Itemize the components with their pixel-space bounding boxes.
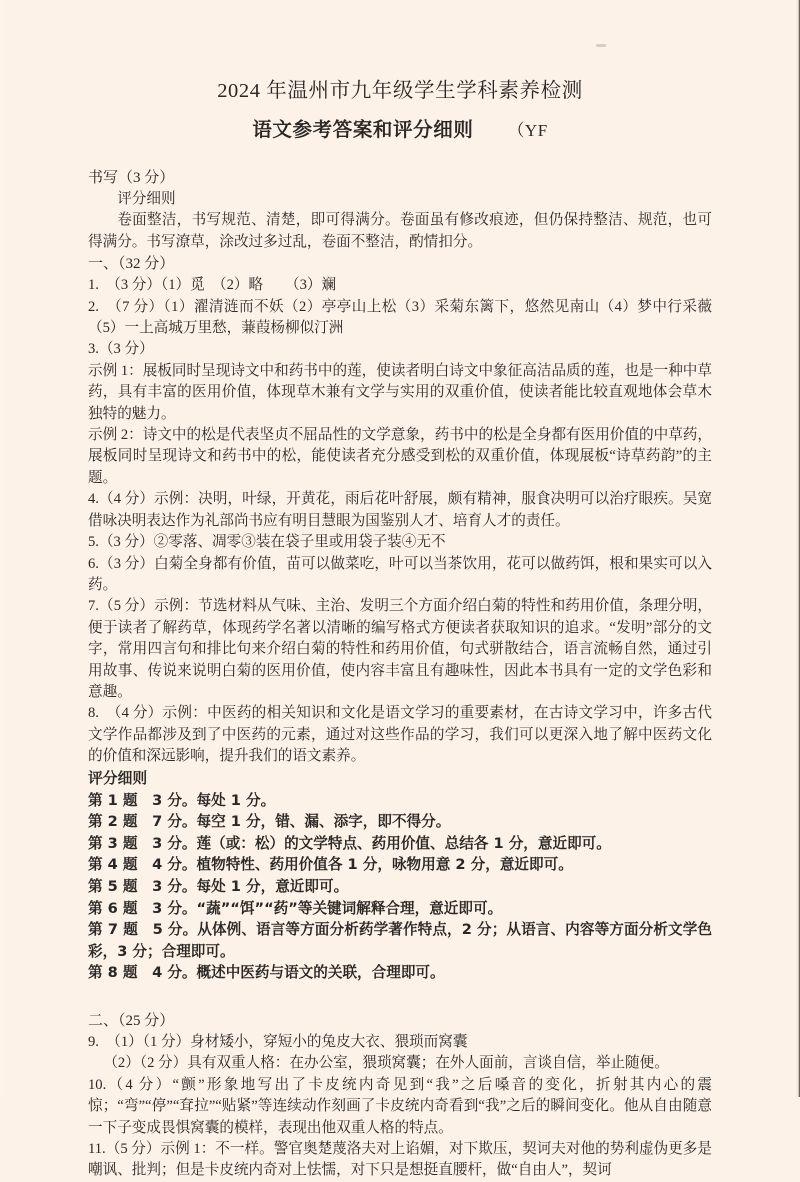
answer-item-9: 9. （1）（1 分）身材矮小，穿短小的兔皮大衣、猥琐而窝囊: [88, 1033, 468, 1050]
rubric-item-6: 第 6 题 3 分。“蔬”“饵”“药”等关键词解释合理，意近即可。: [88, 899, 503, 917]
answer-item-8: 8. （4 分）示例：中医药的相关知识和文化是语文学习的重要素材，在古诗文学习中，许多古代文学作品都涉及到了中医药的元素，通过对这些作品的学习，我们可以更深入地了解中医药文化的价值和深远影响，提升我们的语文素养。: [88, 705, 712, 765]
answer-item-10: 10.（4 分）“颤”形象地写出了卡皮统内奇见到“我”之后嗓音的变化，折射其内心的震惊；“弯”“停”“耷拉”“贴紧”等连续动作刻画了卡皮统内奇看到“我”之后的瞬间变化。他从自由随意一下子变成畏惧窝囊的模样，表现出他双重人格的特点。: [88, 1076, 712, 1136]
answer-item-9-2: （2）（2 分）具有双重人格：在办公室，猥琐窝囊；在外人面前，言谈自信，举止随便。: [103, 1055, 669, 1072]
document-subtitle-row: [88, 114, 712, 142]
document-subtitle-tail: （YF: [507, 121, 548, 140]
answer-item-11: 11.（5 分）示例 1：不一样。警官奥楚蔑洛夫对上谄媚，对下欺压，契诃夫对他的势利虚伪更多是嘲讽、批判；但是卡皮统内奇对上怯懦，对下只是想挺直腰杆，做“自由人”，契诃: [88, 1140, 712, 1179]
answer-item-1: 1. （3 分）（1）觅 （2）略 （3）斓: [88, 277, 337, 294]
rubric-item-5: 第 5 题 3 分。每处 1 分，意近即可。: [88, 877, 349, 895]
document-title: 2024 年温州市九年级学生学科素养检测: [217, 80, 583, 102]
document-content: [88, 0, 712, 1182]
answer-item-3-example-1: 示例 1：展板同时呈现诗文中和药书中的莲，使读者明白诗文中象征高洁品质的莲，也是一种中草药，具有丰富的医用价值，体现草木兼有文学与实用的双重价值，使读者能比较直观地体会草木独特的魅力。: [88, 362, 712, 422]
answer-item-3-example-2: 示例 2：诗文中的松是代表坚贞不屈品性的文学意象，药书中的松是全身都有医用价值的中草药，展板同时呈现诗文和药书中的松，能使读者充分感受到松的双重价值，体现展板“诗草药韵”的主题。: [88, 427, 712, 486]
section-one-rubric-label: 评分细则: [88, 769, 148, 787]
handwriting-rubric-label: 评分细则: [117, 191, 176, 207]
answer-item-2: 2. （7 分）（1）濯清涟而不妖（2）亭亭山上松（3）采菊东篱下，悠然见南山（4）梦中行采薇（5）一上高城万里愁，蒹葭杨柳似汀洲: [88, 298, 712, 337]
rubric-item-3: 第 3 题 3 分。莲（或：松）的文学特点、药用价值、总结各 1 分，意近即可。: [88, 834, 611, 852]
rubric-item-1: 第 1 题 3 分。每处 1 分。: [88, 791, 276, 809]
rubric-item-2: 第 2 题 7 分。每空 1 分，错、漏、添字，即不得分。: [88, 813, 451, 831]
page-left-edge-shadow: [0, 0, 10, 1097]
rubric-item-8: 第 8 题 4 分。概述中医药与语文的关联，合理即可。: [88, 964, 445, 982]
answer-item-7: 7.（5 分）示例：节选材料从气味、主治、发明三个方面介绍白菊的特性和药用价值，条理分明，便于读者了解药草，体现药学名著以清晰的编写格式方便读者获取知识的追求。“发明”部分的文字，常用四言句和排比句来介绍白菊的特性和药用价值，句式骈散结合，语言流畅自然，通过引用故事、传说来说明白菊的医用价值，使内容丰富且有趣味性，因此本书具有一定的文学色彩和意趣。: [88, 598, 712, 700]
answer-item-4: 4.（4 分）示例：决明，叶绿，开黄花，雨后花叶舒展，颇有精神，服食决明可以治疗眼疾。吴宽借咏决明表达作为礼部尚书应有明目慧眼为国鉴别人才、培育人才的责任。: [88, 491, 712, 529]
answer-item-3: 3.（3 分）: [88, 341, 154, 358]
document-subtitle: 语文参考答案和评分细则: [252, 118, 474, 141]
rubric-item-4: 第 4 题 4 分。植物特性、药用价值各 1 分，咏物用意 2 分，意近即可。: [88, 856, 573, 874]
section-one-heading: 一、（32 分）: [88, 256, 175, 273]
section-two-heading: 二、（25 分）: [88, 1012, 175, 1029]
handwriting-heading: 书写（3 分）: [88, 170, 175, 186]
answer-item-6: 6.（3 分）白菊全身都有价值，苗可以做菜吃，叶可以当茶饮用，花可以做药饵，根和果实可以入药。: [88, 555, 712, 593]
answer-item-5: 5.（3 分）②零落、凋零③装在袋子里或用袋子装④无不: [88, 534, 446, 551]
rubric-item-7: 第 7 题 5 分。从体例、语言等方面分析药学著作特点，2 分；从语言、内容等方面分析文学色彩，3 分；合理即可。: [88, 921, 712, 960]
handwriting-rubric-text: 卷面整洁，书写规范、清楚，即可得满分。卷面虽有修改痕迹，但仍保持整洁、规范，也可得满分。书写潦草，涂改过多过乱，卷面不整洁，酌情扣分。: [88, 212, 712, 250]
page-right-edge-shadow: [796, 0, 800, 1097]
